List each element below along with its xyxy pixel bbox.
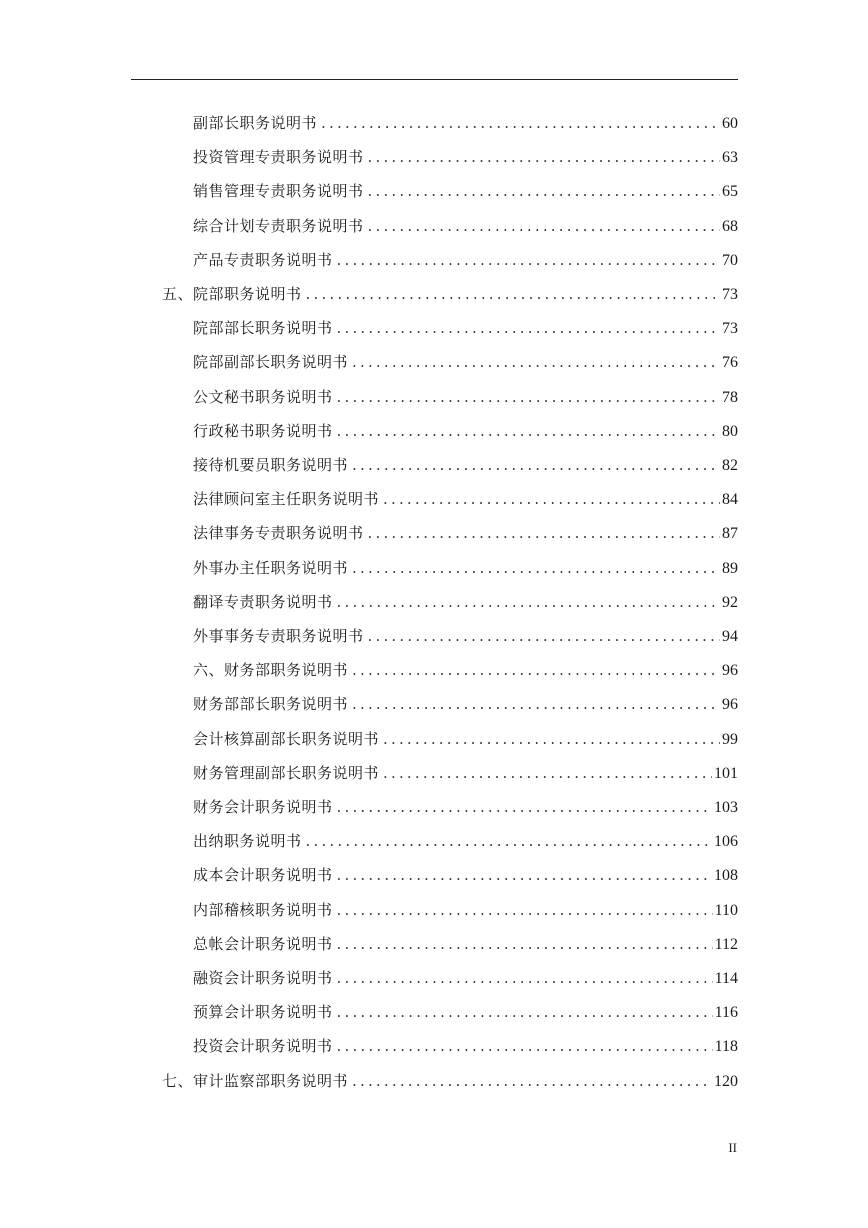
toc-entry-title: 五、院部职务说明书: [162, 285, 302, 303]
toc-entry[interactable]: [193, 961, 738, 995]
toc-dot-leader: [337, 961, 713, 995]
toc-entry[interactable]: [193, 516, 738, 550]
toc-dot-leader: [337, 893, 713, 927]
toc-entry-title: 内部稽核职务说明书: [193, 900, 333, 919]
toc-dot-leader: [306, 824, 712, 858]
toc-entry-page-number: 84: [722, 491, 738, 509]
toc-entry-page-number: 82: [722, 457, 738, 474]
toc-dot-leader: [337, 585, 720, 619]
toc-entry[interactable]: [193, 824, 738, 858]
toc-dot-leader: [306, 277, 720, 311]
toc-entry-title: 财务管理副部长职务说明书: [193, 763, 380, 782]
toc-entry-title: 接待机要员职务说明书: [193, 456, 349, 474]
toc-dot-leader: [383, 722, 720, 756]
toc-dot-leader: [337, 790, 712, 824]
toc-entry-page-number: 94: [722, 628, 738, 645]
toc-dot-leader: [368, 209, 720, 243]
toc-entry-title: 出纳职务说明书: [193, 832, 302, 851]
toc-entry-page-number: 65: [722, 183, 738, 201]
toc-entry-page-number: 99: [722, 730, 738, 748]
toc-dot-leader: [352, 551, 720, 585]
toc-dot-leader: [337, 858, 712, 892]
toc-entry[interactable]: [193, 345, 738, 379]
toc-entry-page-number: 68: [722, 217, 738, 235]
toc-entry[interactable]: [193, 174, 738, 208]
toc-dot-leader: [352, 1064, 712, 1098]
toc-entry-page-number: 80: [722, 422, 738, 440]
toc-entry-title: 产品专责职务说明书: [193, 250, 333, 269]
toc-entry-page-number: 73: [722, 286, 738, 303]
toc-entry[interactable]: [193, 687, 738, 721]
toc-entry-title: 会计核算副部长职务说明书: [193, 729, 380, 748]
toc-entry[interactable]: [193, 209, 738, 243]
toc-entry-page-number: 112: [714, 935, 738, 953]
toc-dot-leader: [337, 995, 713, 1029]
toc-entry[interactable]: [193, 243, 738, 277]
toc-dot-leader: [383, 756, 712, 790]
toc-entry-page-number: 116: [714, 1004, 738, 1022]
toc-dot-leader: [368, 619, 720, 653]
toc-entry-title: 翻译专责职务说明书: [193, 592, 333, 611]
toc-entry-title: 法律顾问室主任职务说明书: [193, 490, 380, 509]
toc-dot-leader: [368, 516, 720, 550]
toc-entry-page-number: 118: [714, 1038, 738, 1056]
toc-entry[interactable]: [193, 106, 738, 140]
toc-entry[interactable]: [193, 619, 738, 653]
toc-dot-leader: [337, 1029, 713, 1063]
toc-entry-title: 预算会计职务说明书: [193, 1003, 333, 1022]
toc-entry-title: 综合计划专责职务说明书: [193, 216, 364, 235]
toc-entry-page-number: 114: [714, 970, 738, 987]
toc-entry[interactable]: [193, 140, 738, 174]
toc-entry-page-number: 96: [722, 696, 738, 714]
toc-dot-leader: [337, 927, 713, 961]
toc-dot-leader: [337, 243, 720, 277]
toc-entry-page-number: 76: [722, 354, 738, 372]
toc-dot-leader: [352, 448, 720, 482]
toc-entry[interactable]: [193, 858, 738, 892]
toc-entry-title: 融资会计职务说明书: [193, 969, 333, 987]
toc-dot-leader: [352, 653, 720, 687]
toc-entry-page-number: 89: [722, 559, 738, 577]
header-rule: [131, 79, 738, 80]
toc-entry[interactable]: [193, 551, 738, 585]
toc-entry-title: 公文秘书职务说明书: [193, 387, 333, 406]
toc-dot-leader: [383, 482, 720, 516]
toc-entry-page-number: 103: [714, 799, 738, 816]
toc-entry-page-number: 120: [714, 1072, 738, 1090]
toc-entry-title: 总帐会计职务说明书: [193, 934, 333, 953]
toc-entry-title: 院部副部长职务说明书: [193, 353, 349, 372]
toc-entry-title: 七、审计监察部职务说明书: [162, 1071, 349, 1090]
toc-dot-leader: [368, 174, 720, 208]
toc-entry[interactable]: [193, 1029, 738, 1063]
toc-entry[interactable]: [193, 722, 738, 756]
toc-dot-leader: [321, 106, 720, 140]
toc-entry-page-number: 101: [714, 764, 738, 782]
toc-entry-title: 六、财务部职务说明书: [193, 661, 349, 680]
toc-entry-page-number: 70: [722, 251, 738, 269]
toc-dot-leader: [337, 311, 720, 345]
toc-entry[interactable]: [193, 790, 738, 824]
toc-dot-leader: [368, 140, 720, 174]
toc-entry-page-number: 63: [722, 149, 738, 167]
toc-entry-page-number: 78: [722, 388, 738, 406]
toc-entry-title: 销售管理专责职务说明书: [193, 182, 364, 201]
toc-entry[interactable]: [193, 414, 738, 448]
toc-entry[interactable]: [193, 380, 738, 414]
toc-entry-page-number: 87: [722, 525, 738, 543]
page-number: II: [728, 1140, 737, 1155]
toc-dot-leader: [337, 380, 720, 414]
toc-entry-page-number: 73: [722, 320, 738, 338]
toc-entry[interactable]: [193, 927, 738, 961]
toc-entry-page-number: 108: [714, 867, 738, 885]
toc-entry[interactable]: [193, 653, 738, 687]
toc-entry[interactable]: [193, 482, 738, 516]
toc-entry-title: 副部长职务说明书: [193, 114, 318, 132]
toc-entry-title: 外事事务专责职务说明书: [193, 627, 364, 645]
toc-entry[interactable]: [193, 893, 738, 927]
toc-entry-title: 投资会计职务说明书: [193, 1037, 333, 1056]
toc-entry-title: 外事办主任职务说明书: [193, 558, 349, 577]
toc-entry[interactable]: [193, 995, 738, 1029]
toc-entry-page-number: 60: [722, 115, 738, 132]
toc-entry[interactable]: [162, 277, 738, 311]
toc-entry[interactable]: [193, 311, 738, 345]
toc-dot-leader: [337, 414, 720, 448]
toc-entry-page-number: 110: [714, 901, 738, 919]
toc-entry-title: 投资管理专责职务说明书: [193, 148, 364, 167]
toc-entry[interactable]: [162, 1064, 738, 1098]
toc-entry-title: 成本会计职务说明书: [193, 866, 333, 885]
toc-entry-title: 院部部长职务说明书: [193, 319, 333, 338]
toc-dot-leader: [352, 687, 720, 721]
toc-entry-title: 行政秘书职务说明书: [193, 421, 333, 440]
toc-entry-title: 财务部部长职务说明书: [193, 695, 349, 714]
toc-entry-page-number: 92: [722, 593, 738, 611]
toc-entry-page-number: 96: [722, 662, 738, 680]
toc-entry-title: 法律事务专责职务说明书: [193, 524, 364, 543]
toc-entry-title: 财务会计职务说明书: [193, 798, 333, 816]
toc-dot-leader: [352, 345, 720, 379]
toc-entry[interactable]: [193, 756, 738, 790]
toc-entry[interactable]: [193, 448, 738, 482]
toc-entry[interactable]: [193, 585, 738, 619]
toc-entry-page-number: 106: [714, 833, 738, 851]
